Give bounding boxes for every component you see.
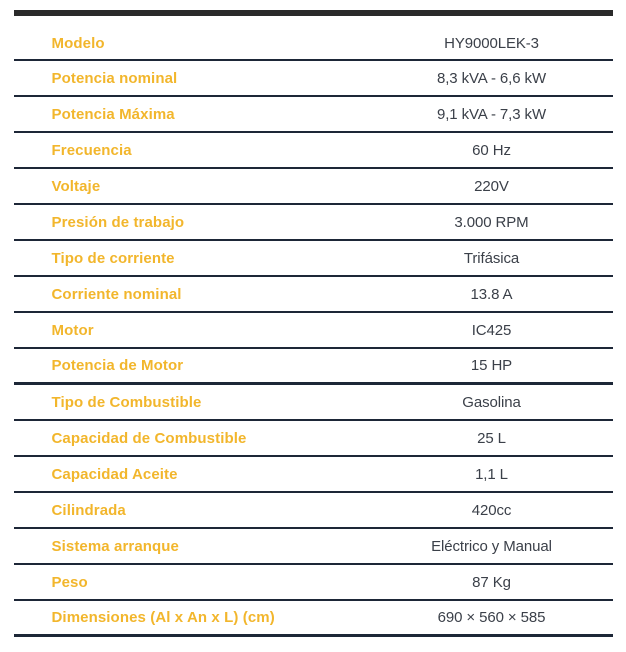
spec-label: Frecuencia — [51, 141, 132, 159]
spec-label: Tipo de corriente — [51, 249, 175, 267]
spec-value: 25 L — [477, 429, 506, 447]
spec-row — [14, 205, 613, 241]
spec-row — [14, 421, 613, 457]
spec-row — [14, 61, 613, 97]
spec-label: Capacidad Aceite — [51, 465, 178, 483]
spec-row — [14, 313, 613, 349]
spec-row — [14, 457, 613, 493]
spec-label: Dimensiones (Al x An x L) (cm) — [51, 609, 275, 626]
spec-sheet — [14, 10, 613, 637]
spec-value: 13.8 A — [470, 285, 513, 303]
spec-row — [14, 565, 613, 601]
spec-label: Voltaje — [51, 177, 101, 195]
spec-row — [14, 97, 613, 133]
spec-row — [14, 16, 613, 61]
spec-row — [14, 277, 613, 313]
spec-value: 60 Hz — [472, 141, 511, 159]
spec-value: Trifásica — [463, 249, 520, 267]
spec-label: Motor — [51, 321, 94, 339]
spec-value: 1,1 L — [475, 465, 508, 483]
spec-label: Peso — [51, 573, 88, 591]
spec-value: 690 × 560 × 585 — [437, 609, 546, 626]
spec-label: Presión de trabajo — [51, 213, 185, 231]
spec-label: Corriente nominal — [51, 285, 182, 303]
spec-label: Potencia de Motor — [51, 357, 184, 374]
spec-row — [14, 349, 613, 385]
spec-label: Potencia Máxima — [51, 105, 175, 123]
spec-value: 3.000 RPM — [454, 213, 529, 231]
spec-value: 15 HP — [470, 357, 513, 374]
spec-value: IC425 — [471, 321, 512, 339]
spec-value: 9,1 kVA - 7,3 kW — [437, 105, 546, 123]
spec-value: Eléctrico y Manual — [431, 537, 552, 555]
spec-row — [14, 133, 613, 169]
spec-row — [14, 601, 613, 637]
spec-value: 420cc — [471, 501, 512, 519]
spec-label: Modelo — [51, 34, 105, 52]
spec-label: Sistema arranque — [51, 537, 179, 555]
spec-row — [14, 493, 613, 529]
spec-row — [14, 169, 613, 205]
spec-label: Potencia nominal — [51, 69, 178, 87]
spec-value: 8,3 kVA - 6,6 kW — [437, 69, 546, 87]
spec-label: Tipo de Combustible — [51, 393, 202, 411]
spec-value: 220V — [474, 177, 509, 195]
spec-row — [14, 241, 613, 277]
spec-label: Cilindrada — [51, 501, 126, 519]
spec-row — [14, 385, 613, 421]
spec-table — [14, 16, 613, 637]
spec-label: Capacidad de Combustible — [51, 429, 247, 447]
spec-value: 87 Kg — [472, 573, 511, 591]
spec-row — [14, 529, 613, 565]
spec-value: HY9000LEK-3 — [444, 34, 539, 52]
spec-value: Gasolina — [462, 393, 521, 411]
